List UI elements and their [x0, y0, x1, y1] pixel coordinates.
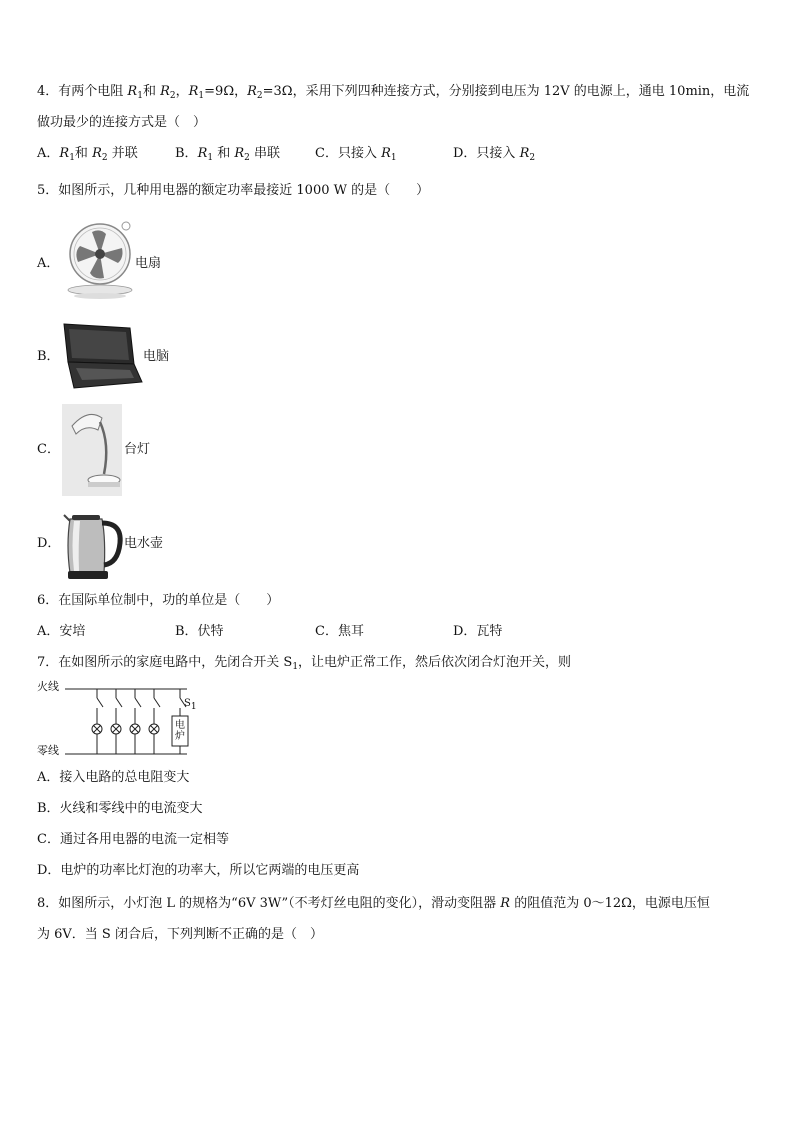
kettle-icon: [62, 509, 124, 581]
desk-lamp-image[interactable]: [62, 404, 122, 496]
q6-option-b[interactable]: B．伏特: [175, 624, 224, 639]
q5-option-b-label: 电脑: [143, 349, 170, 364]
q5-option-d-letter[interactable]: D．: [37, 536, 61, 551]
q8-stem-line2: 为 6V．当 S 闭合后，下列判断不正确的是（ ）: [37, 927, 323, 942]
fan-image[interactable]: [62, 218, 134, 300]
neutral-wire-label: 零线: [37, 744, 59, 757]
fan-icon: [62, 218, 134, 300]
q7-option-c[interactable]: C．通过各用电器的电流一定相等: [37, 832, 229, 847]
electric-kettle-image[interactable]: [62, 509, 124, 581]
q5-option-c-label: 台灯: [124, 442, 151, 457]
q5-stem: 5．如图所示，几种用电器的额定功率最接近 1000 W 的是（ ）: [37, 183, 430, 198]
q5-option-a-letter[interactable]: A．: [37, 256, 60, 271]
laptop-image[interactable]: [60, 320, 144, 390]
electric-stove-label: 电 炉: [175, 720, 185, 742]
q8-stem-line1: 8．如图所示，小灯泡 L 的规格为“6V 3W”（不考灯丝电阻的变化），滑动变阻器 R 的阻值范为 0～12Ω，电源电压恒: [37, 896, 710, 911]
switch-s1-label: $S_1$: [184, 698, 197, 712]
circuit-wires: [37, 680, 207, 760]
q7-option-b[interactable]: B．火线和零线中的电流变大: [37, 801, 203, 816]
q4-option-b[interactable]: B．$R_1$ 和 $R_2$ 串联: [175, 146, 281, 163]
q6-option-c[interactable]: C．焦耳: [315, 624, 364, 639]
q5-option-d-label: 电水壶: [124, 536, 164, 551]
q5-option-c-letter[interactable]: C．: [37, 442, 60, 457]
q6-option-d[interactable]: D．瓦特: [453, 624, 503, 639]
q7-option-a[interactable]: A．接入电路的总电阻变大: [37, 770, 190, 785]
q7-option-d[interactable]: D．电炉的功率比灯泡的功率大，所以它两端的电压更高: [37, 863, 360, 878]
household-circuit-diagram: [37, 680, 207, 760]
laptop-icon: [60, 320, 144, 390]
q6-stem: 6．在国际单位制中，功的单位是（ ）: [37, 593, 280, 608]
q4-option-d[interactable]: D．只接入 $R_2$: [453, 146, 536, 163]
q4-stem-line1: 4．有两个电阻 $R_1$和 $R_2$，$R_1=9\Omega$，$R_2=3\Omega$，采用下列四种连接方式，分别接到电压为 12V 的电源上，通电 10min，电流: [37, 84, 750, 101]
fire-wire-label: 火线: [37, 680, 59, 693]
q7-stem: 7．在如图所示的家庭电路中，先闭合开关 $S_1$，让电炉正常工作，然后依次闭合灯泡开关，则: [37, 655, 572, 672]
q5-option-a-label: 电扇: [135, 256, 162, 271]
q6-option-a[interactable]: A．安培: [37, 624, 86, 639]
q5-option-b-letter[interactable]: B．: [37, 349, 60, 364]
q4-option-c[interactable]: C．只接入 $R_1$: [315, 146, 397, 163]
q4-option-a[interactable]: A．$R_1$和 $R_2$ 并联: [37, 146, 138, 163]
q4-stem-line2: 做功最少的连接方式是（ ）: [37, 115, 207, 130]
desk-lamp-icon: [62, 404, 122, 496]
